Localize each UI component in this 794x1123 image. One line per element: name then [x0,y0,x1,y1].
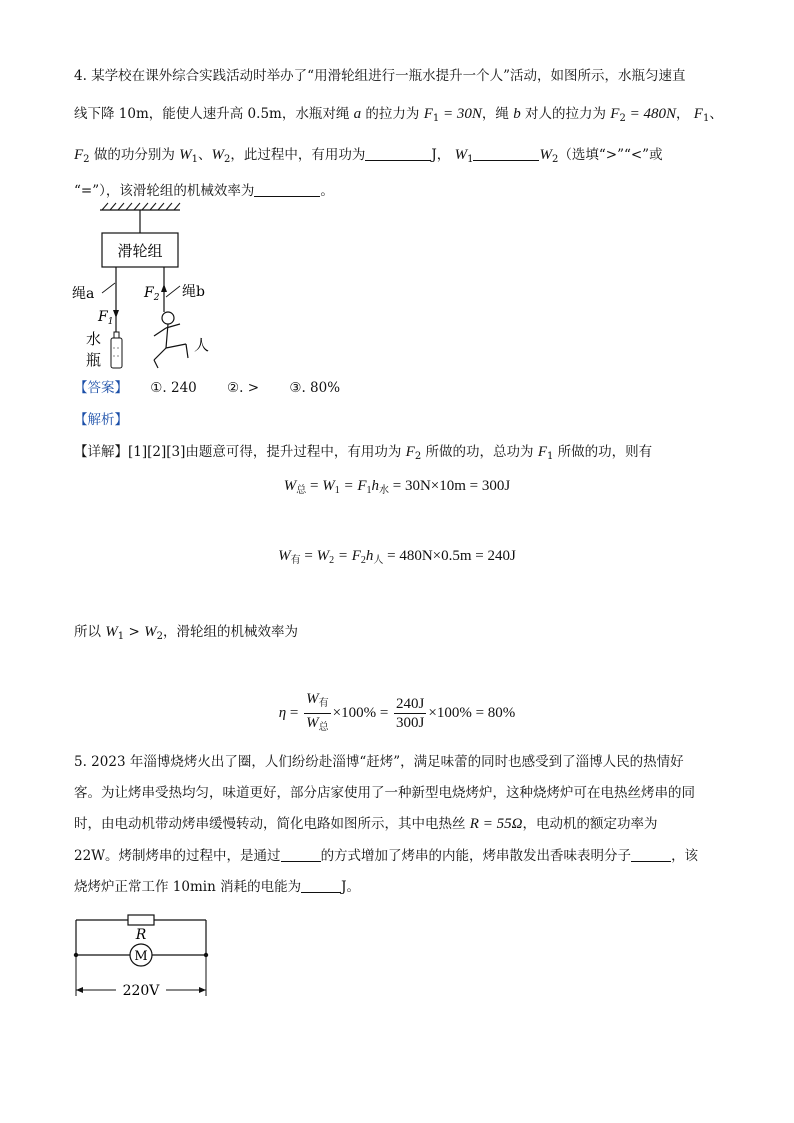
rope-a-label: 绳a [72,286,95,302]
answer-3: ③. 80% [289,380,341,396]
answer-blank-1[interactable] [365,146,431,161]
circuit-diagram [68,908,218,1000]
bottle-label-1: 水 [86,330,102,348]
q4-line-4: “=”），该滑轮组的机械效率为 。 [74,183,334,199]
answer-2: ②. > [227,380,260,396]
person-figure [154,312,188,368]
q4-line-2: 线下降 10m，能使人速升高 0.5m，水瓶对绳 a 的拉力为 $F_1 = 30N$，绳 b 对人的拉力为 $F_2 = 480N$， $F_1$、 [74,106,723,124]
water-bottle [111,338,122,368]
efficiency-equation: η = $\frac{W_有}{W_总}$ ×100% = $\frac{240J}{300J}$ ×100% = 80% [278,691,516,733]
motor-label: M [134,949,148,964]
pulley-label: 滑轮组 [117,242,163,260]
answer-1: ①. 240 [150,380,197,396]
resistor [128,915,154,925]
analysis-tag: 【解析】 [74,412,128,428]
detail-line: 【详解】[1][2][3]由题意可得，提升过程中，有用功为 $F_2$ 所做的功，总功为 $F_1$ 所做的功，则有 [74,444,653,462]
answer-blank-6[interactable] [301,878,341,893]
f1-label: $F_1$ [98,309,114,327]
q5-line-1: 5. 2023 年淄博烧烤火出了圈，人们纷纷赴淄博“赶烤”，满足味蕾的同时也感受到了淄博人民的热情好 [74,754,684,770]
bottle-label-2: 瓶 [86,351,102,369]
rope-b-label: 绳b [182,284,205,300]
person-label: 人 [194,336,210,354]
answer-blank-2[interactable] [473,146,539,161]
q5-line-2: 客。为让烤串受热均匀，味道更好，部分店家使用了一种新型电烧烤炉，这种烧烤炉可在电热丝烤串的同 [74,785,695,801]
q4-number: 4. [74,68,87,84]
q5-line-4: 22W。烤制烤串的过程中，是通过 的方式增加了烤串的内能，烤串散发出香味表明分子 ，该 [74,848,699,864]
so-line: 所以 $W_1 > W_2$，滑轮组的机械效率为 [74,624,298,642]
detail-tag: 【详解】 [74,444,128,460]
answer-tag: 【答案】 [74,380,128,396]
answer-blank-3[interactable] [254,182,320,197]
f2-label: $F_2$ [144,285,160,303]
equation-1: $W_总 = W_1 = F_1h_水 = 30N\times 10m = 300J$ [283,478,511,496]
equation-2: $W_有 = W_2 = F_2h_人 = 480N\times 0.5m = 240J$ [278,548,516,566]
q4-line-3: $F_2$ 做的功分别为 $W_1$、$W_2$，此过程中，有用功为 J， $W_1$ $W_2$（选填“>”“<”或 [74,147,663,165]
q5-line-3: 时，由电动机带动烤串缓慢转动，简化电路如图所示，其中电热丝 R = 55Ω，电动机的额定功率为 [74,816,658,832]
answer-line [74,378,340,398]
q5-line-5: 烧烤炉正常工作 10min 消耗的电能为 J。 [74,879,360,895]
pulley-diagram [62,200,232,375]
q4-text-1: 某学校在课外综合实践活动时举办了“用滑轮组进行一瓶水提升一个人”活动，如图所示，水瓶匀速直 [91,68,686,84]
voltage-label: 220V [122,983,160,999]
answer-blank-5[interactable] [631,847,671,862]
answer-blank-4[interactable] [281,847,321,862]
resistor-label: R [135,927,147,943]
analysis-line [74,410,128,430]
q4-line-1 [74,66,686,86]
